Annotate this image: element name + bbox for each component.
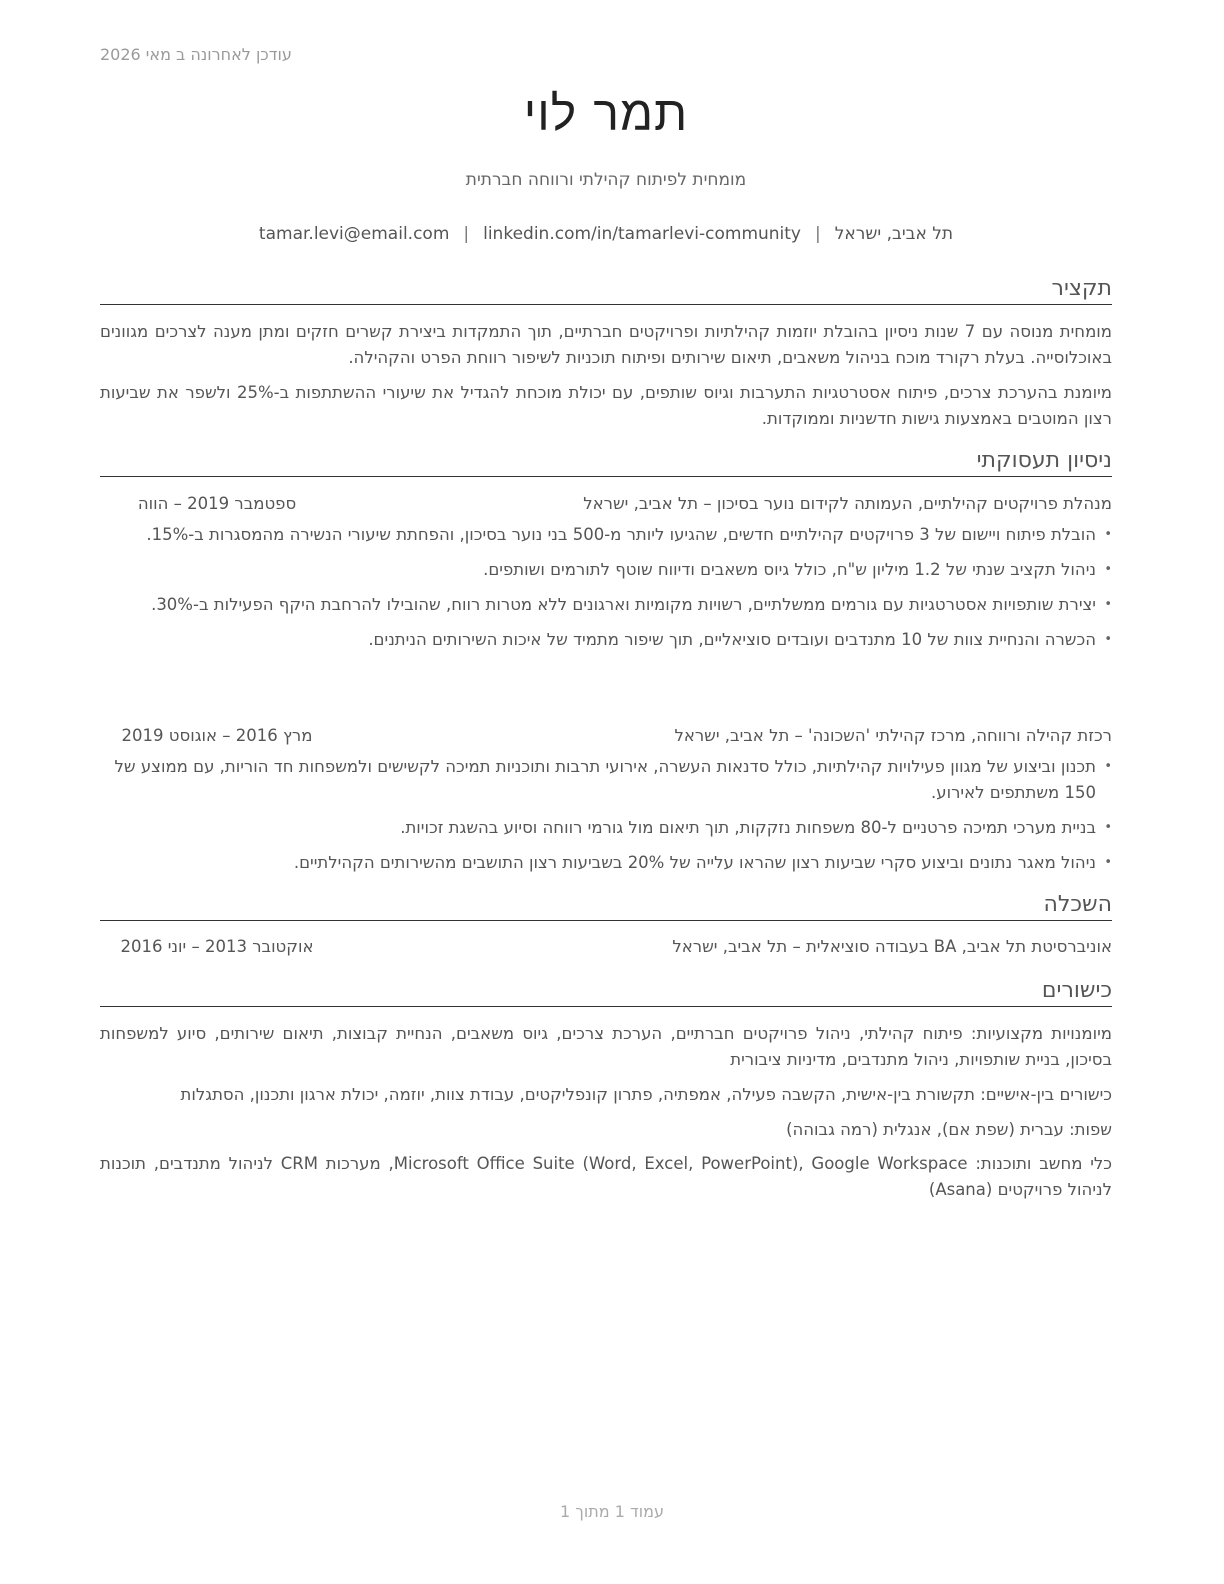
list-item: • ניהול מאגר נתונים וביצוע סקרי שביעות רצון שהראו עלייה של 20% בשביעות רצון התושבים מהשירותים הקהילתיים. [100, 850, 1112, 876]
list-item: • הובלת פיתוח ויישום של 3 פרויקטים קהילתיים חדשים, שהגיעו ליותר מ-500 בני נוער בסיכון, והפחתת שיעורי הנשירה מהמסגרות ב-15%. [100, 522, 1112, 548]
email-link[interactable]: tamar.levi@email.com [258, 224, 450, 244]
section-title-experience: ניסיון תעסוקתי [100, 448, 1112, 477]
contact-separator: | [463, 224, 470, 244]
list-item: • יצירת שותפויות אסטרטגיות עם גורמים ממשלתיים, רשויות מקומיות וארגונים ללא מטרות רווח, שהובילו להרחבת היקף הפעילות ב-30%. [100, 592, 1112, 618]
candidate-subtitle: מומחית לפיתוח קהילתי ורווחה חברתית [465, 170, 747, 190]
last-updated-note: עודכן לאחרונה ב מאי 2026 [100, 45, 292, 64]
contact-line [100, 224, 1112, 244]
list-item: • בניית מערכי תמיכה פרטניים ל-80 משפחות נזקקות, תוך תיאום מול גורמי רווחה וסיוע בהשגת זכויות. [100, 815, 1112, 841]
education-heading [100, 934, 1112, 960]
page-number: עמוד 1 מתוך 1 [560, 1502, 664, 1521]
job-heading [100, 723, 1112, 749]
skills-professional: מיומנויות מקצועיות: פיתוח קהילתי, ניהול פרויקטים חברתיים, הערכת צרכים, גיוס משאבים, הנחיית קבוצות, תיאום שירותים, סיוע למשפחות בסיכון, בניית שותפויות, ניהול מתנדבים, מדיניות ציבורית [100, 1024, 1112, 1069]
education-title: אוניברסיטת תל אביב, BA בעבודה סוציאלית – תל אביב, ישראל [672, 937, 1112, 956]
contact-separator: | [815, 224, 821, 244]
linkedin-link[interactable]: linkedin.com/in/tamarlevi-community [483, 224, 801, 244]
candidate-name: תמר לוי [523, 86, 689, 142]
list-item: • ניהול תקציב שנתי של 1.2 מיליון ש"ח, כולל גיוס משאבים ודיווח שוטף לתורמים ושותפים. [100, 557, 1112, 583]
summary-paragraph-1: מומחית מנוסה עם 7 שנות ניסיון בהובלת יוזמות קהילתיות ופרויקטים חברתיים, תוך התמקדות ביצירת קשרים חזקים ומתן מענה לצרכים מגוונים באוכלוסייה. בעלת רקורד מוכח בניהול משאבים, תיאום שירותים ופיתוח תוכניות לשיפור רווחת הפרט והקהילה. [100, 322, 1112, 367]
summary-paragraph-2: מיומנת בהערכת צרכים, פיתוח אסטרטגיות התערבות וגיוס שותפים, עם יכולת מוכחת להגדיל את שיעורי ההשתתפות ב-25% ולשפר את שביעות רצון המוטבים באמצעות גישות חדשניות וממוקדות. [100, 383, 1113, 428]
list-item: • הכשרה והנחיית צוות של 10 מתנדבים ועובדים סוציאליים, תוך שיפור מתמיד של איכות השירותים הניתנים. [100, 627, 1112, 653]
job-dates: מרץ 2016 – אוגוסט 2019 [121, 726, 313, 745]
skills-interpersonal: כישורים בין-אישיים: תקשורת בין-אישית, הקשבה פעילה, אמפתיה, פתרון קונפליקטים, עבודת צוות, יוזמה, יכולת ארגון ותכנון, הסתגלות [180, 1085, 1112, 1104]
job-dates: ספטמבר 2019 – הווה [137, 494, 297, 513]
list-item: • תכנון וביצוע של מגוון פעילויות קהילתיות, כולל סדנאות העשרה, אירועי תרבות ותוכניות תמיכה לקשישים ולמשפחות חד הוריות, עם ממוצע של 150 משתתפים לאירוע. [100, 754, 1112, 806]
job-bullets [100, 522, 1112, 662]
section-title-education: השכלה [100, 892, 1112, 921]
job-title: רכזת קהילה ורווחה, מרכז קהילתי 'השכונה' – תל אביב, ישראל [674, 726, 1112, 745]
section-title-skills: כישורים [100, 978, 1112, 1007]
education-dates: אוקטובר 2013 – יוני 2016 [120, 937, 314, 956]
location-text: תל אביב, ישראל [834, 224, 954, 244]
skills-software: כלי מחשב ותוכנות: Microsoft Office Suite (Word, Excel, PowerPoint), Google Workspace, מערכות CRM לניהול מתנדבים, תוכנות לניהול פרויקטים (Asana) [100, 1154, 1113, 1199]
job-bullets [100, 754, 1112, 885]
section-title-summary: תקציר [100, 276, 1112, 305]
job-title: מנהלת פרויקטים קהילתיים, העמותה לקידום נוער בסיכון – תל אביב, ישראל [583, 494, 1112, 513]
skills-languages: שפות: עברית (שפת אם), אנגלית (רמה גבוהה) [786, 1120, 1112, 1139]
job-heading [100, 491, 1112, 517]
